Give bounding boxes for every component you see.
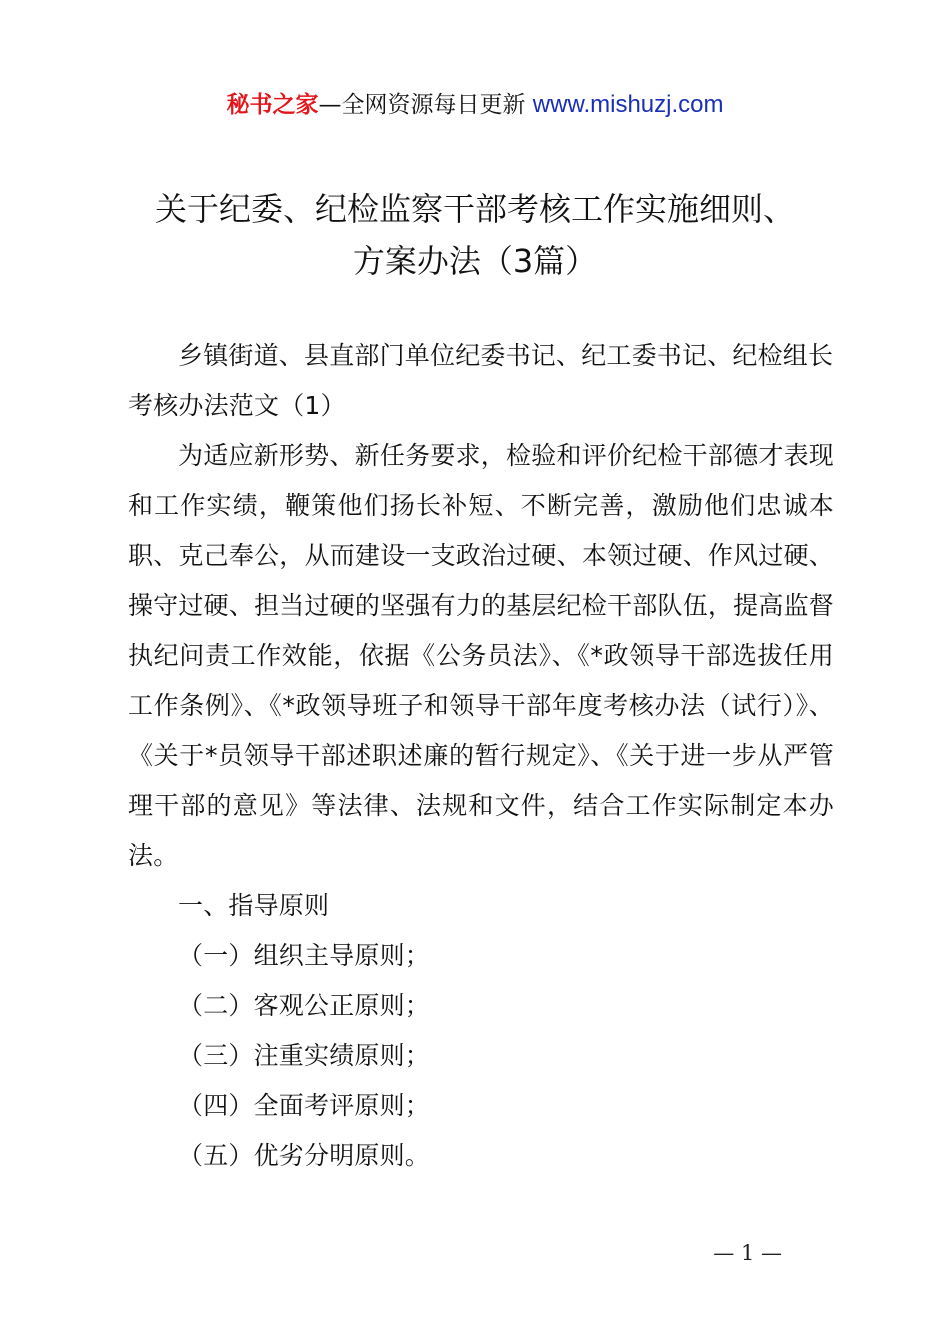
principle-item: （一）组织主导原则； [178, 941, 431, 970]
intro-paragraph: 乡镇街道、县直部门单位纪委书记、纪工委书记、纪检组长考核办法范文（1） [128, 341, 834, 420]
site-url[interactable]: www.mishuzj.com [532, 91, 724, 118]
header-tagline: —全网资源每日更新 [318, 92, 533, 118]
principle-item: （四）全面考评原则； [178, 1091, 431, 1120]
title-line-2: 方案办法（3篇） [352, 242, 598, 280]
principle-item: （二）客观公正原则； [178, 991, 431, 1020]
title-line-1: 关于纪委、纪检监察干部考核工作实施细则、 [154, 190, 795, 228]
page-number: — 1 — [713, 1241, 782, 1265]
principle-item: （三）注重实绩原则； [178, 1041, 431, 1070]
principle-item: （五）优劣分明原则。 [178, 1141, 431, 1170]
document-title [100, 183, 850, 287]
site-header [0, 88, 950, 122]
section-heading: 一、指导原则 [178, 891, 330, 920]
document-body [128, 331, 834, 1181]
purpose-paragraph: 为适应新形势、新任务要求，检验和评价纪检干部德才表现和工作实绩，鞭策他们扬长补短、不断完善，激励他们忠诚本职、克己奉公，从而建设一支政治过硬、本领过硬、作风过硬、操守过硬、担当过硬的坚强有力的基层纪检干部队伍，提高监督执纪问责工作效能，依据《公务员法》、《*政领导干部选拔任用工作条例》、《*政领导班子和领导干部年度考核办法（试行）》、《关于*员领导干部述职述廉的暂行规定》、《关于进一步从严管理干部的意见》等法律、法规和文件，结合工作实际制定本办法。 [128, 441, 834, 870]
brand-name: 秘书之家 [226, 92, 319, 118]
